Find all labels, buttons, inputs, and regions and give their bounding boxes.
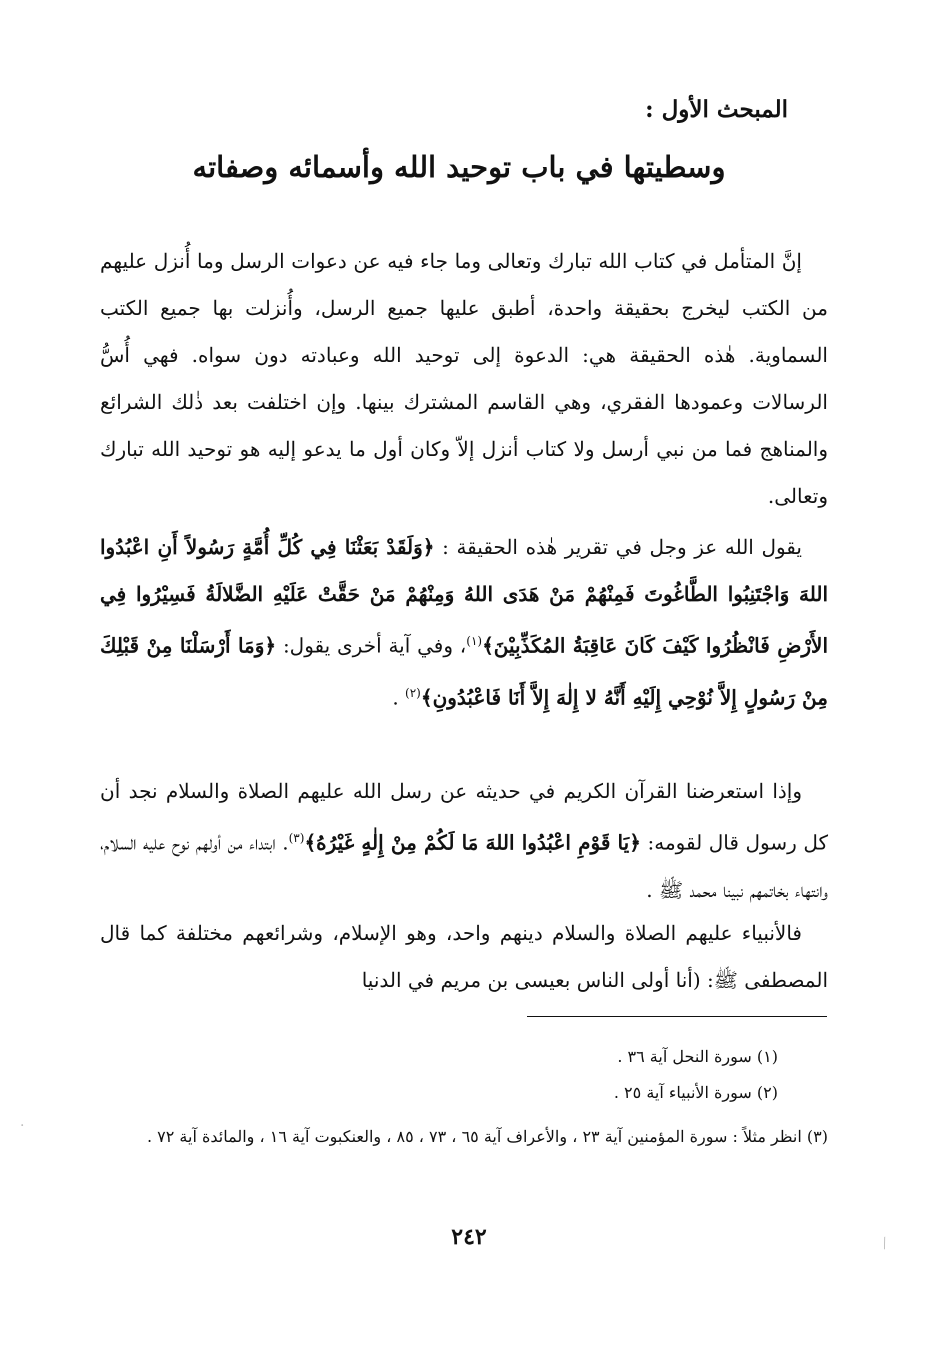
paragraph-3-end: . ابتداء من أولهم نوح عليه السلام، وانتهاء بخاتمهم نبينا محمد ﷺ . <box>100 830 828 902</box>
paragraph-1-text: إنَّ المتأمل في كتاب الله تبارك وتعالى وما جاء فيه عن دعوات الرسل وما أُنزل عليهم من الكتب ليخرج بحقيقة واحدة، أطبق عليها جميع الرسل، وأُنزلت بها جميع الكتب السماوية. هٰذه الحقيقة هي: الدعوة إلى توحيد الله وعبادته دون سواه. فهي أُسُّ الرسالات وعمودها الفقري، وهي القاسم المشترك بينها. وإن اختلفت بعد ذٰلك الشرائع والمناهج فما من نبي أرسل ولا كتاب أنزل إلاّ وكان أول ما يدعو إليه هو توحيد الله تبارك وتعالى. <box>100 249 828 508</box>
footnote-1: (١) سورة النحل آية ٣٦ . <box>617 1047 778 1066</box>
paragraph-3-intro: وإذا استعرضنا القرآن الكريم في حديثه عن رسل الله عليهم الصلاة والسلام نجد أن كل رسول قال لقومه: <box>100 779 828 855</box>
footnote-ref-1: (١) <box>466 634 483 648</box>
quran-verse-3: ﴿يَا قَوْمِ اعْبُدُوا اللهَ مَا لَكُمْ مِنْ إِلٰهٍ غَيْرُهُ﴾ <box>304 830 641 855</box>
footnote-2: (٢) سورة الأنبياء آية ٢٥ . <box>613 1083 778 1102</box>
paragraph-4 <box>100 910 828 1004</box>
scan-speck: · <box>20 1118 25 1134</box>
footnote-ref-2: (٢) <box>405 685 421 700</box>
scan-speck: ⁄ <box>880 1236 891 1252</box>
page-number: ٢٤٢ <box>451 1224 487 1250</box>
section-label: المبحث الأول : <box>645 96 788 123</box>
footnote-divider <box>527 1016 827 1017</box>
paragraph-2-middle: ، وفي آية أخرى يقول: <box>276 633 467 658</box>
paragraph-4-text: فالأنبياء عليهم الصلاة والسلام دينهم واحد، وهو الإسلام، وشرائعهم مختلفة كما قال المصطفى ﷺ: (أنا أولى الناس بعيسى بن مريم في الدنيا <box>100 921 828 992</box>
paragraph-1 <box>100 238 828 520</box>
paragraph-2-end: . <box>392 685 406 710</box>
paragraph-2-intro: يقول الله عز وجل في تقرير هٰذه الحقيقة : <box>434 535 802 559</box>
quran-verse-1: ﴿وَلَقَدْ بَعَثْنَا فِي كُلِّ أُمَّةٍ رَسُولاً أَنِ اعْبُدُوا اللهَ وَاجْتَنِبُوا الطَّاغُوتَ فَمِنْهُمْ مَنْ هَدَى اللهُ وَمِنْهُمْ مَنْ حَقَّتْ عَلَيْهِ الضَّلالَةُ فَسِيْرُوا فِي الأَرْضِ فَانْظُرُوا كَيْفَ كَانَ عَاقِبَةُ المُكَذِّبِيْنَ﴾ <box>100 535 829 658</box>
footnote-3: (٣) انظر مثلاً : سورة المؤمنين آية ٢٣ ، والأعراف آية ٦٥ ، ٧٣ ، ٨٥ ، والعنكبوت آية ١٦ ، والمائدة آية ٧٢ . <box>146 1127 828 1146</box>
paragraph-3 <box>100 768 828 914</box>
footnote-ref-3: (٣) <box>288 831 305 845</box>
paragraph-2 <box>100 524 828 721</box>
quran-verse-2: ﴿وَمَا أَرْسَلْنَا مِنْ قَبْلِكَ مِنْ رَسُولٍ إِلاَّ نُوْحِي إِلَيْهِ أَنَّهُ لا إِلٰهَ إِلاَّ أَنَا فَاعْبُدُونِ﴾ <box>100 633 828 710</box>
section-title: وسطيتها في باب توحيد الله وأسمائه وصفاته <box>192 150 726 184</box>
